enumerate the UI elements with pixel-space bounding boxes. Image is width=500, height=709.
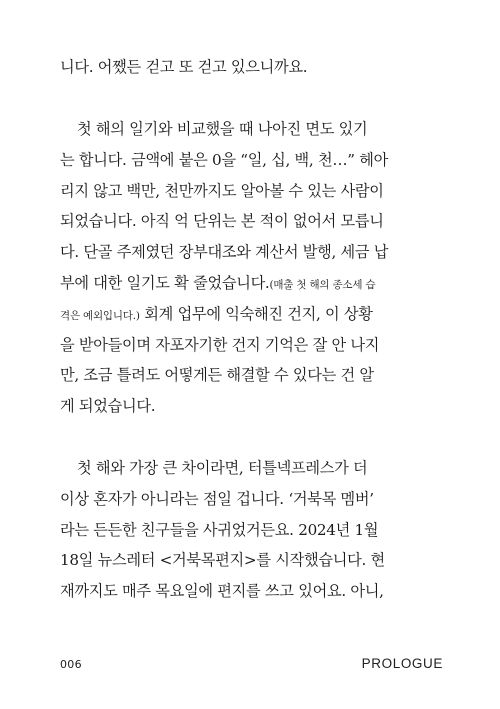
text-line: 되었습니다. 아직 억 단위는 본 적이 없어서 모릅니 — [60, 212, 384, 231]
footnote-aside: (매출 첫 해의 종소세 습 — [269, 278, 376, 291]
text-line: 니다. 어쨌든 걷고 또 걷고 있으니까요. — [60, 58, 308, 76]
text-segment: 회계 업무에 익숙해진 건지, 이 상황 — [139, 304, 373, 323]
text-line — [60, 299, 445, 330]
text-line: 을 받아들이며 자포자기한 건지 기억은 잘 안 나지 — [60, 335, 380, 354]
text-line: 다. 단골 주제였던 장부대조와 계산서 발행, 세금 납 — [60, 243, 389, 262]
text-line: 첫 해와 가장 큰 차이라면, 터틀넥프레스가 더 — [77, 459, 368, 477]
text-line: 만, 조금 틀려도 어떻게든 해결할 수 있다는 건 알 — [60, 366, 374, 385]
paragraph-accounting — [60, 114, 445, 422]
paragraph-continuation — [60, 52, 445, 83]
text-line: 18일 뉴스레터 <거북목편지>를 시작했습니다. 현 — [60, 551, 385, 570]
text-line — [60, 268, 445, 299]
footnote-aside: 격은 예외입니다.) — [60, 309, 140, 322]
text-line: 재까지도 매주 목요일에 편지를 쓰고 있어요. 아니, — [60, 582, 384, 601]
text-line: 는 합니다. 금액에 붙은 0을 “일, 십, 백, 천…” 헤아 — [60, 150, 388, 169]
text-line: 라는 든든한 친구들을 사귀었거든요. 2024년 1월 — [60, 520, 379, 539]
text-line: 첫 해의 일기와 비교했을 때 나아진 면도 있기 — [77, 120, 368, 138]
page-number: 006 — [60, 658, 82, 671]
text-line: 게 되었습니다. — [60, 397, 156, 416]
running-footer-title: PROLOGUE — [361, 656, 443, 671]
text-line: 이상 혼자가 아니라는 점일 겁니다. ‘거북목 멤버’ — [60, 489, 374, 508]
text-line: 리지 않고 백만, 천만까지도 알아볼 수 있는 사람이 — [60, 181, 384, 200]
text-segment: 부에 대한 일기도 확 줄었습니다. — [60, 273, 270, 292]
paragraph-newsletter — [60, 453, 445, 607]
